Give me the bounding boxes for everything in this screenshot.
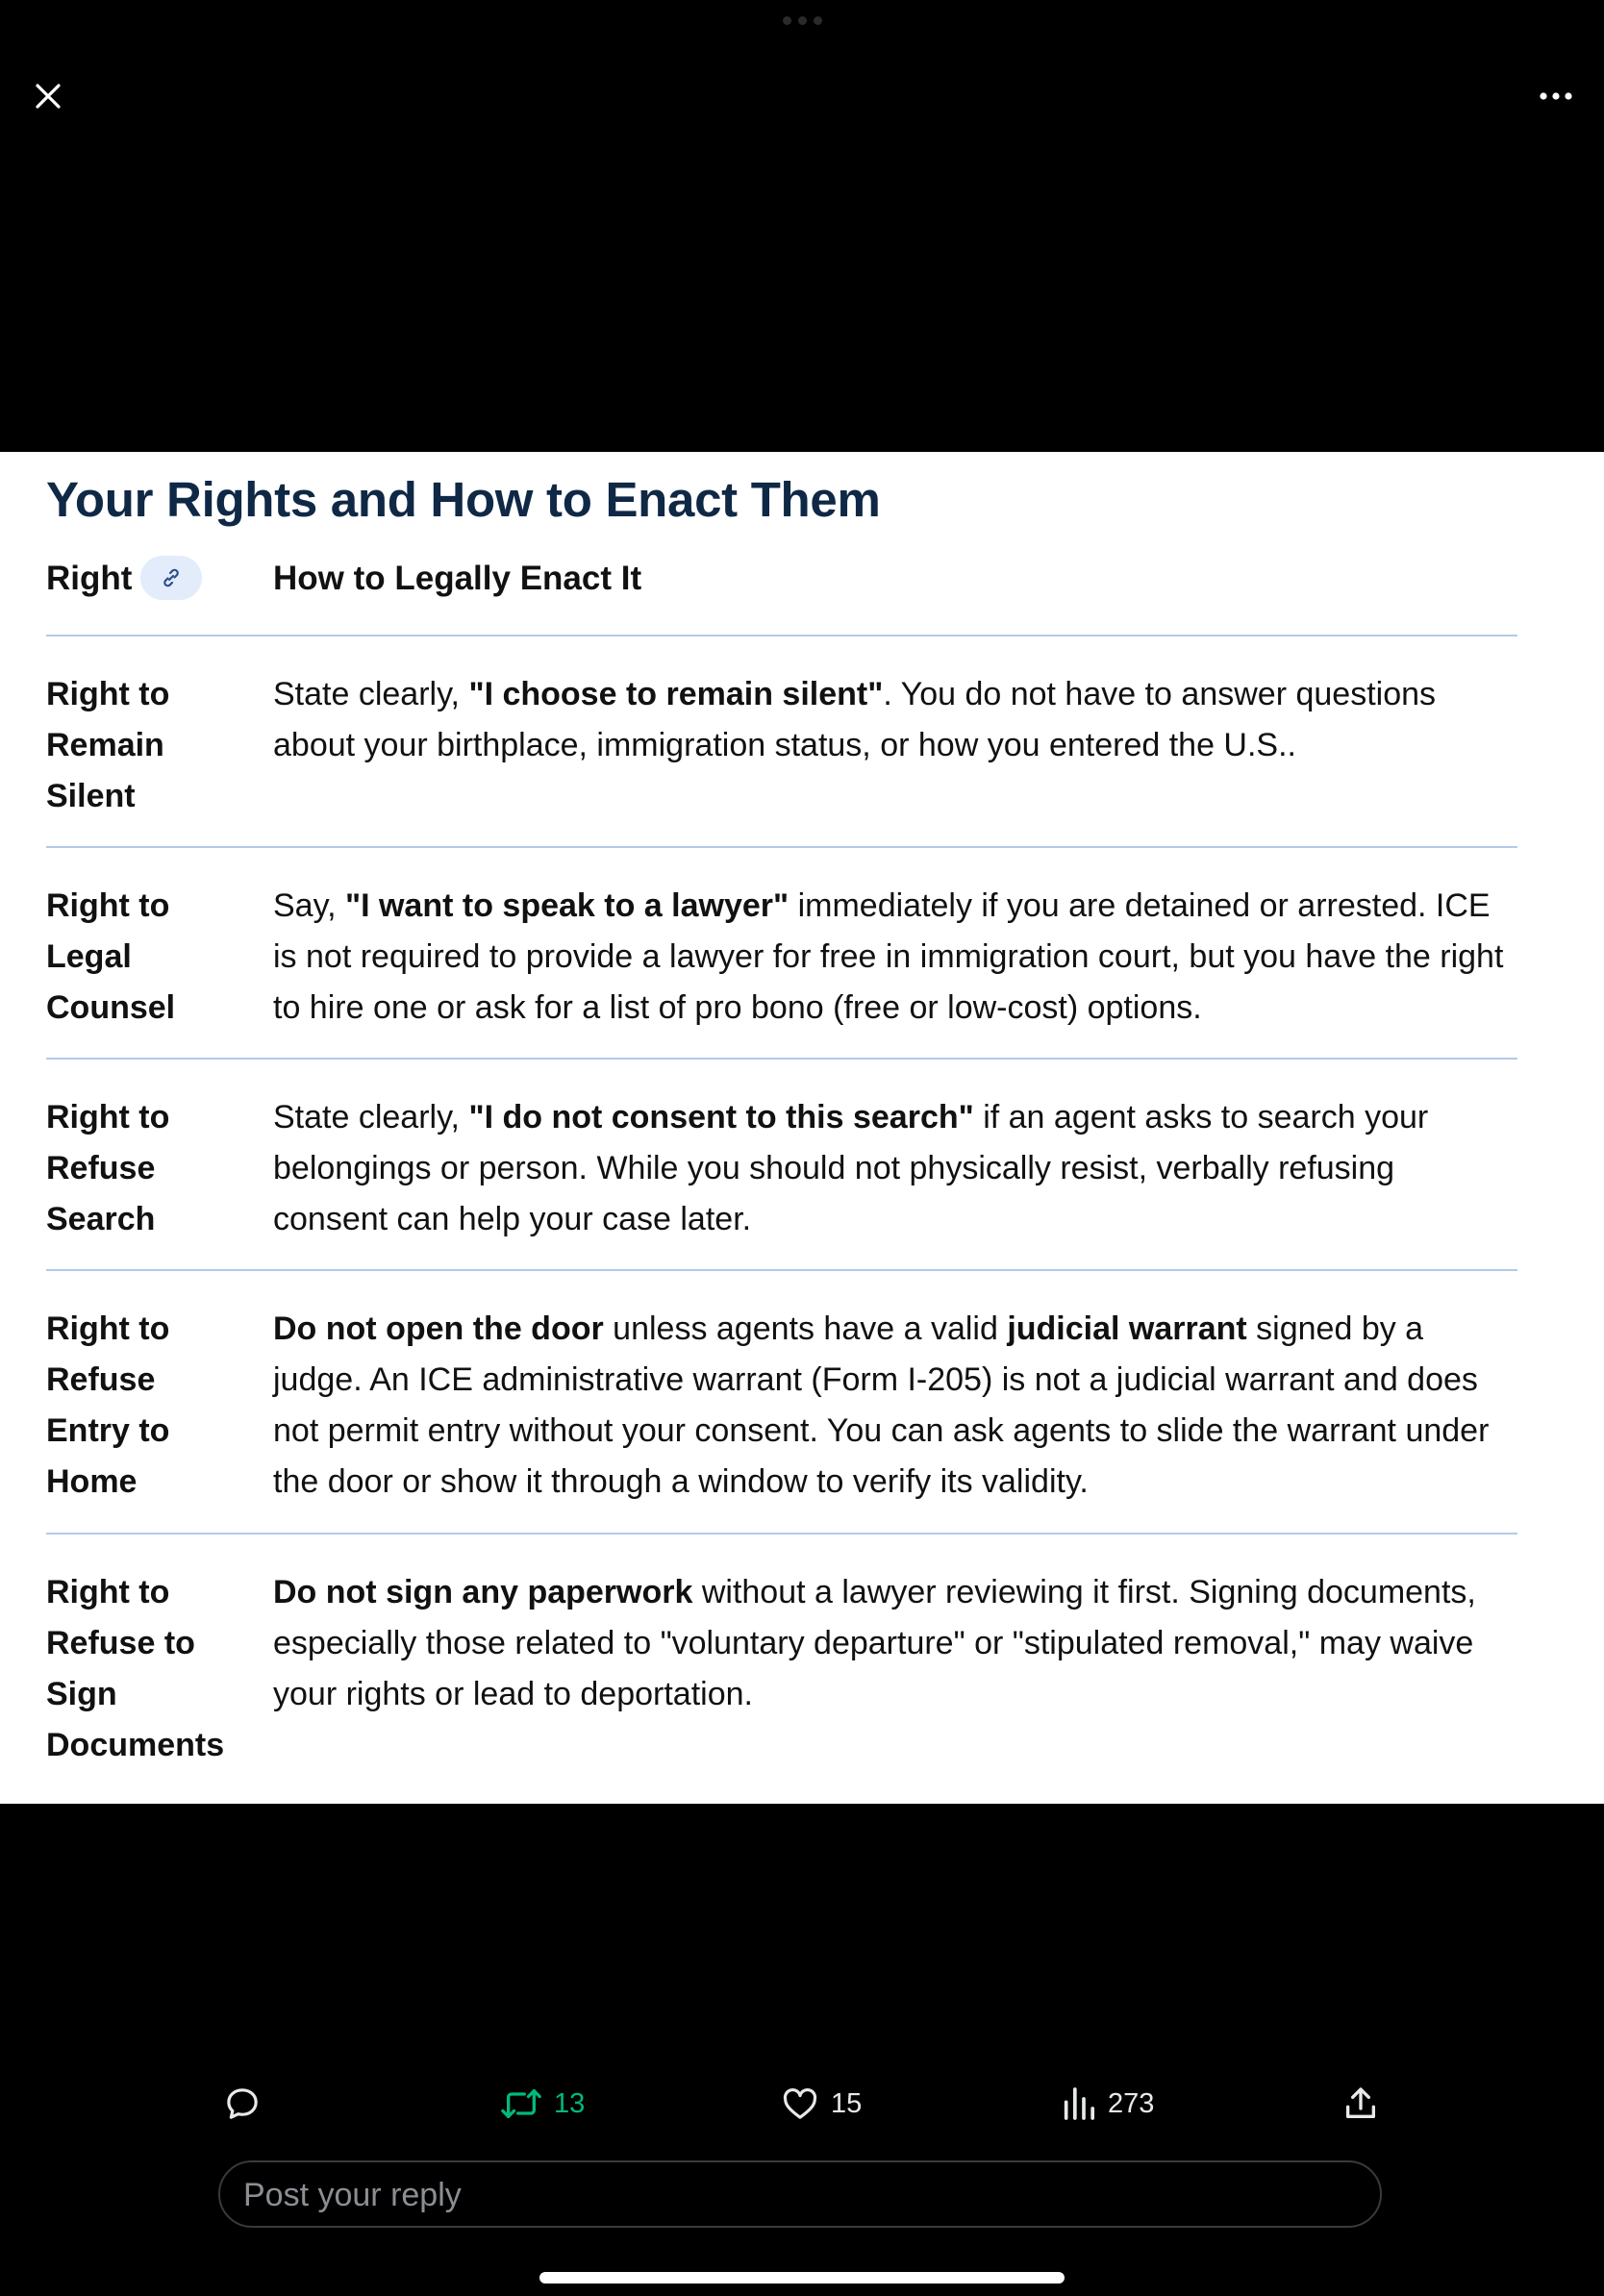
link-chip[interactable] bbox=[140, 556, 202, 600]
close-button[interactable] bbox=[12, 60, 85, 133]
description-text: . You do not have to answer questions about your birthplace, immigration status, or how you entered the U.S.. bbox=[273, 676, 1437, 763]
drag-handle[interactable] bbox=[0, 16, 1604, 25]
more-horizontal-icon bbox=[1540, 91, 1572, 101]
right-name-line: Sign bbox=[46, 1676, 117, 1712]
drag-dot bbox=[798, 16, 807, 25]
right-name bbox=[46, 1092, 273, 1269]
how-to-enact-text bbox=[273, 1304, 1517, 1533]
table-row bbox=[46, 1533, 1517, 1773]
heart-icon bbox=[781, 2084, 819, 2123]
close-icon bbox=[34, 82, 63, 111]
table-row bbox=[46, 635, 1517, 846]
reply-box[interactable] bbox=[218, 2160, 1382, 2228]
right-name-line: Entry to bbox=[46, 1412, 170, 1449]
right-name bbox=[46, 1567, 273, 1773]
right-name-line: Right to bbox=[46, 1099, 170, 1136]
views-button[interactable] bbox=[1062, 2077, 1154, 2131]
description-text: if an agent asks to search your belongings or person. While you should not physically resist, verbally refusing consent can help your case later. bbox=[273, 1099, 1429, 1237]
how-to-enact-text bbox=[273, 881, 1517, 1058]
right-name bbox=[46, 881, 273, 1058]
drag-dot bbox=[814, 16, 822, 25]
more-options-button[interactable] bbox=[1519, 60, 1592, 133]
right-name-line: Documents bbox=[46, 1727, 225, 1763]
reply-icon bbox=[223, 2084, 262, 2123]
right-name bbox=[46, 669, 273, 846]
right-name-line: Right to bbox=[46, 1310, 170, 1347]
right-name-line: Counsel bbox=[46, 989, 176, 1026]
description-text: State clearly, bbox=[273, 1099, 469, 1136]
right-name-line: Remain bbox=[46, 727, 164, 763]
header-how-to-enact: How to Legally Enact It bbox=[273, 560, 642, 597]
home-indicator[interactable] bbox=[539, 2272, 1065, 2284]
emphasized-text: "I want to speak to a lawyer" bbox=[344, 887, 789, 924]
right-name bbox=[46, 1304, 273, 1533]
table-row bbox=[46, 1058, 1517, 1269]
right-name-line: Refuse to bbox=[46, 1625, 195, 1661]
emphasized-text: "I do not consent to this search" bbox=[468, 1099, 974, 1136]
emphasized-text: Do not sign any paperwork bbox=[273, 1574, 693, 1610]
right-name-line: Home bbox=[46, 1463, 138, 1500]
share-button[interactable] bbox=[1341, 2077, 1380, 2131]
like-button[interactable] bbox=[781, 2077, 862, 2131]
like-count: 15 bbox=[831, 2087, 863, 2119]
emphasized-text: Do not open the door bbox=[273, 1310, 604, 1347]
right-name-line: Refuse bbox=[46, 1361, 156, 1398]
description-text: without a lawyer reviewing it first. Signing documents, especially those related to "voluntary departure" or "stipulated removal," may waive your rights or lead to deportation. bbox=[273, 1574, 1476, 1712]
table-row bbox=[46, 1269, 1517, 1533]
right-name-line: Legal bbox=[46, 938, 132, 975]
share-icon bbox=[1341, 2084, 1380, 2123]
description-text: unless agents have a valid bbox=[603, 1310, 1008, 1347]
how-to-enact-text bbox=[273, 1567, 1517, 1773]
how-to-enact-text bbox=[273, 669, 1517, 846]
link-icon bbox=[160, 566, 183, 589]
retweet-icon bbox=[500, 2084, 542, 2123]
retweet-count: 13 bbox=[554, 2087, 586, 2119]
header-right: Right bbox=[46, 560, 133, 597]
retweet-button[interactable] bbox=[500, 2077, 585, 2131]
right-name-line: Right to bbox=[46, 887, 170, 924]
table-header bbox=[46, 552, 1517, 606]
document-title: Your Rights and How to Enact Them bbox=[46, 472, 881, 527]
drag-dot bbox=[783, 16, 791, 25]
description-text: State clearly, bbox=[273, 676, 469, 712]
right-name-line: Right to bbox=[46, 1574, 170, 1610]
description-text: signed by a judge. An ICE administrative warrant (Form I-205) is not a judicial warrant and does not permit entry without your consent. You can ask agents to slide the warrant under the door or show it through a window to verify its validity. bbox=[273, 1310, 1490, 1500]
right-name-line: Silent bbox=[46, 778, 136, 814]
reply-button[interactable] bbox=[223, 2077, 262, 2131]
reply-input[interactable] bbox=[241, 2162, 1361, 2228]
description-text: immediately if you are detained or arrested. ICE is not required to provide a lawyer for free in immigration court, but you have the right to hire one or ask for a list of pro bono (free or low-cost) options. bbox=[273, 887, 1504, 1026]
views-count: 273 bbox=[1108, 2087, 1155, 2119]
emphasized-text: judicial warrant bbox=[1007, 1310, 1247, 1347]
right-name-line: Right to bbox=[46, 676, 170, 712]
right-name-line: Search bbox=[46, 1201, 156, 1237]
description-text: Say, bbox=[273, 887, 345, 924]
rights-table bbox=[46, 635, 1517, 1773]
post-actions-bar bbox=[0, 2077, 1604, 2131]
right-name-line: Refuse bbox=[46, 1150, 156, 1186]
table-row bbox=[46, 846, 1517, 1058]
views-icon bbox=[1062, 2084, 1096, 2123]
post-image[interactable] bbox=[0, 452, 1604, 1804]
emphasized-text: "I choose to remain silent" bbox=[468, 676, 884, 712]
how-to-enact-text bbox=[273, 1092, 1517, 1269]
